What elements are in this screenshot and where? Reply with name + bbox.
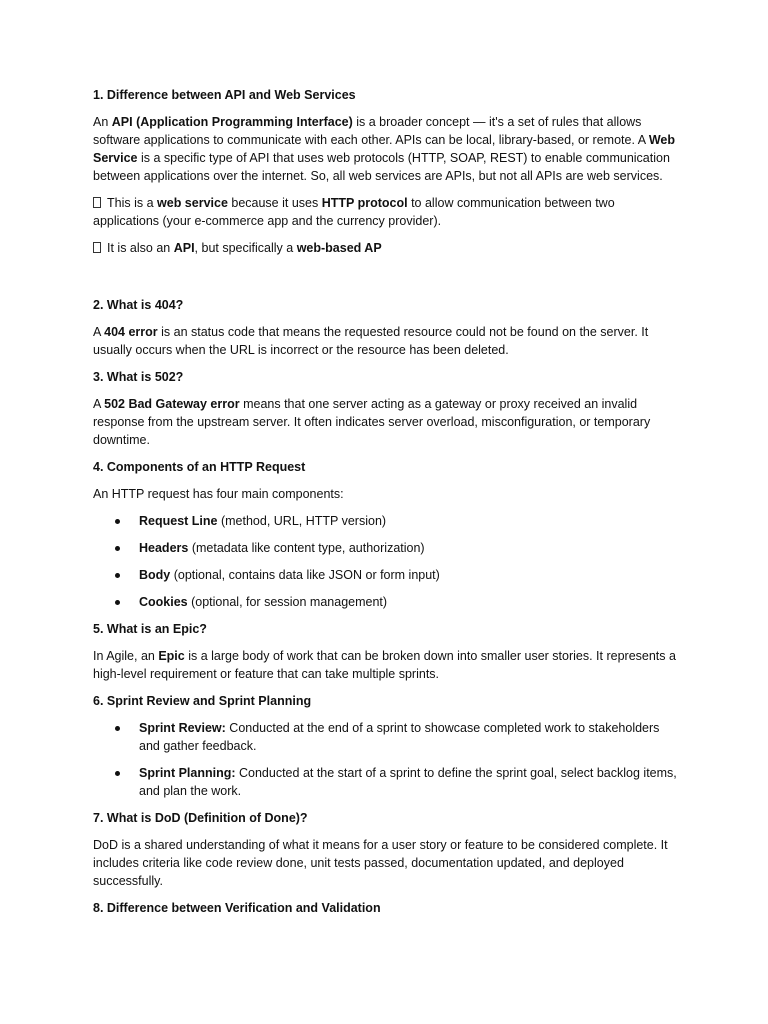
section-2-heading: 2. What is 404? [93,298,184,312]
missing-glyph-icon [93,197,101,208]
bold-run: 502 Bad Gateway error [104,397,240,411]
list-item [93,539,678,557]
section-3-heading: 3. What is 502? [93,370,184,384]
bold-run: Epic [158,649,185,663]
bold-run: Headers [139,541,189,555]
list-item [93,764,678,800]
bold-run: API [173,241,195,255]
section-5-paragraph [93,647,678,683]
list-item [93,593,678,611]
section-7-heading: 7. What is DoD (Definition of Done)? [93,811,308,825]
text-run: It is also an [107,241,174,255]
text-run: means that one server acting as a gateway or proxy received an invalid response from the upstream server. It often indicates server overload, misconfiguration, or temporary downtime. [93,397,651,447]
sprint-events-list [93,719,678,800]
section-7-paragraph: DoD is a shared understanding of what it means for a user story or feature to be considered complete. It includes criteria like code review done, unit tests passed, documentation updated, and deployed successfully. [93,838,668,888]
text-run: This is a [107,196,158,210]
text-run: , but specifically a [194,241,297,255]
text-run: (optional, contains data like JSON or form input) [170,568,440,582]
text-run: is an status code that means the requested resource could not be found on the server. It usually occurs when the URL is incorrect or the resource has been deleted. [93,325,649,357]
bold-run: HTTP protocol [321,196,408,210]
text-run: is a specific type of API that uses web protocols (HTTP, SOAP, REST) to enable communication between applications over the internet. So, all web services are APIs, but not all APIs are web services. [93,151,670,183]
bold-run: 404 error [104,325,158,339]
bold-run: Sprint Review: [139,721,226,735]
text-run: Conducted at the start of a sprint to define the sprint goal, select backlog items, and plan the work. [139,766,677,798]
bullet-icon [115,546,120,551]
text-run: Conducted at the end of a sprint to showcase completed work to stakeholders and gather feedback. [139,721,660,753]
text-run: A [93,397,105,411]
section-5-heading: 5. What is an Epic? [93,622,207,636]
section-2-paragraph [93,323,678,359]
text-run: to allow communication between two applications (your e-commerce app and the currency provider). [93,196,615,228]
text-run: (method, URL, HTTP version) [217,514,387,528]
missing-glyph-icon [93,242,101,253]
list-item [93,719,678,755]
list-item [93,566,678,584]
bold-run: Web Service [93,133,676,165]
bold-run: API (Application Programming Interface) [111,115,353,129]
text-run: In Agile, an [93,649,159,663]
text-run: An [93,115,112,129]
bold-run: Sprint Planning: [139,766,236,780]
section-6-heading: 6. Sprint Review and Sprint Planning [93,694,312,708]
bold-run: web-based AP [296,241,382,255]
section-1-note-web-service [93,194,678,230]
bullet-icon [115,519,120,524]
text-run: is a large body of work that can be broken down into smaller user stories. It represents a high-level requirement or feature that can take multiple sprints. [93,649,676,681]
text-run: A [93,325,105,339]
bullet-icon [115,771,120,776]
list-item [93,512,678,530]
document-page [93,86,678,926]
text-run: because it uses [227,196,322,210]
bold-run: Body [139,568,171,582]
section-4-intro: An HTTP request has four main components: [93,487,344,501]
bold-run: web service [157,196,228,210]
section-4-heading: 4. Components of an HTTP Request [93,460,306,474]
text-run: is a broader concept — it's a set of rules that allows software applications to communicate with each other. APIs can be local, library-based, or remote. A [93,115,649,147]
section-1-paragraph [93,113,678,185]
bullet-icon [115,600,120,605]
spacer [93,266,678,296]
section-1-heading: 1. Difference between API and Web Services [93,88,356,102]
bold-run: Cookies [139,595,188,609]
section-8-heading: 8. Difference between Verification and Validation [93,901,381,915]
text-run: (optional, for session management) [187,595,388,609]
bold-run: Request Line [139,514,218,528]
bullet-icon [115,573,120,578]
bullet-icon [115,726,120,731]
text-run: (metadata like content type, authorization) [188,541,425,555]
section-1-note-api [93,239,678,257]
section-3-paragraph [93,395,678,449]
http-components-list [93,512,678,611]
